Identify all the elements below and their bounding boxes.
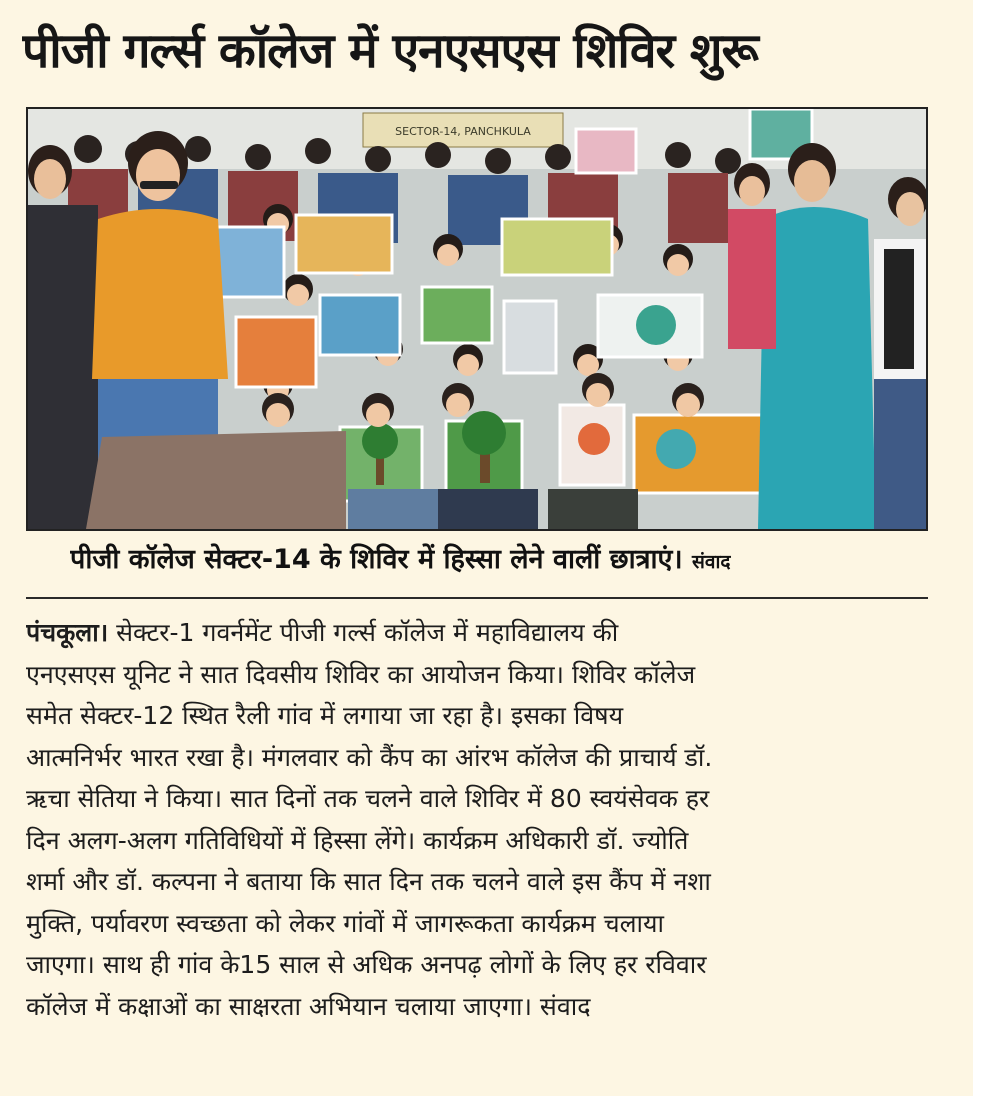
article-line: ऋचा सेतिया ने किया। सात दिनों तक चलने वाले शिविर में 80 स्वयंसेवक हर: [26, 784, 710, 813]
headline: पीजी गर्ल्स कॉलेज में एनएसएस शिविर शुरू: [22, 23, 758, 79]
divider: [26, 597, 928, 599]
photo-caption: [70, 538, 930, 582]
article-line: मुक्ति, पर्यावरण स्वच्छता को लेकर गांवों में जागरूकता कार्यक्रम चलाया: [26, 908, 664, 938]
group-photo-illustration: [28, 109, 926, 529]
article-line: शर्मा और डॉ. कल्पना ने बताया कि सात दिन तक चलने वाले इस कैंप में नशा: [26, 867, 711, 896]
banner-text: SECTOR-14, PANCHKULA: [395, 125, 531, 138]
article-line-text: सेक्टर-1 गवर्नमेंट पीजी गर्ल्स कॉलेज में महाविद्यालय की: [116, 618, 619, 647]
page-edge: [973, 0, 995, 1096]
article-line: एनएसएस यूनिट ने सात दिवसीय शिविर का आयोजन किया। शिविर कॉलेज: [26, 659, 696, 689]
article-line: दिन अलग-अलग गतिविधियों में हिस्सा लेंगे। कार्यक्रम अधिकारी डॉ. ज्योति: [26, 825, 689, 855]
news-photo: [26, 107, 928, 531]
caption-credit: संवाद: [692, 551, 731, 573]
article-line: समेत सेक्टर-12 स्थित रैली गांव में लगाया जा रहा है। इसका विषय: [26, 701, 624, 730]
article-line: आत्मनिर्भर भारत रखा है। मंगलवार को कैंप का आंरभ कॉलेज की प्राचार्य डॉ.: [26, 742, 713, 772]
caption-text: पीजी कॉलेज सेक्टर-14 के शिविर में हिस्सा लेने वालीं छात्राएं।: [70, 544, 683, 575]
article-line: कॉलेज में कक्षाओं का साक्षरता अभियान चलाया जाएगा। संवाद: [26, 991, 591, 1021]
article-line: [26, 612, 928, 654]
article-line: जाएगा। साथ ही गांव के15 साल से अधिक अनपढ़ लोगों के लिए हर रविवार: [26, 950, 707, 979]
dateline: पंचकूला।: [26, 618, 109, 647]
article-body: [26, 612, 928, 1092]
